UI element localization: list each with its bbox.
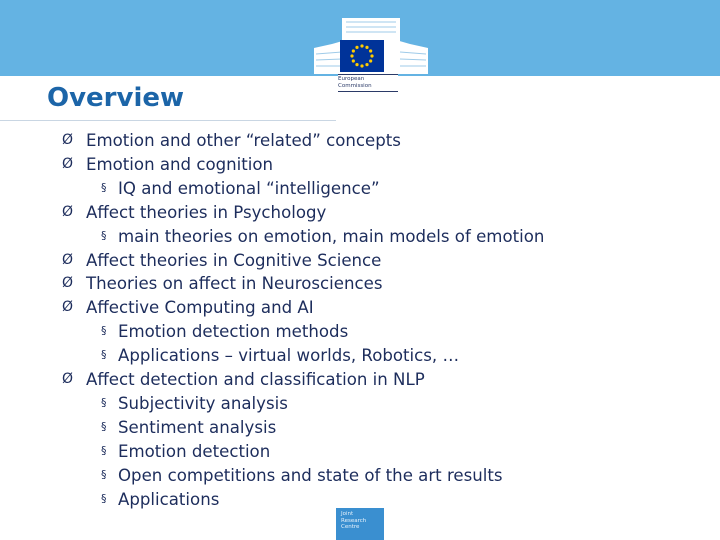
sub-list-item: [62, 440, 544, 464]
square-bullet-icon: §: [101, 348, 107, 362]
sub-list-item: [62, 464, 544, 488]
eu-star-icon: [352, 49, 355, 52]
title-divider: [0, 120, 336, 121]
square-bullet-icon: §: [101, 467, 107, 481]
list-item-text: Applications – virtual worlds, Robotics, …: [118, 346, 460, 366]
eu-star-icon: [370, 54, 373, 57]
sub-list-item: [62, 392, 544, 416]
logo-caption-line1: European: [338, 76, 365, 82]
eu-star-icon: [369, 59, 372, 62]
list-item: [62, 249, 544, 273]
square-bullet-icon: §: [101, 443, 107, 457]
square-bullet-icon: §: [101, 180, 107, 194]
list-item-text: main theories on emotion, main models of emotion: [118, 226, 545, 246]
eu-star-icon: [350, 54, 353, 57]
list-item-text: Subjectivity analysis: [118, 393, 288, 413]
list-item-text: Affect theories in Psychology: [86, 202, 327, 222]
list-item-text: Affect theories in Cognitive Science: [86, 250, 382, 270]
jrc-logo-line2: Research: [341, 517, 367, 524]
arrow-bullet-icon: Ø: [62, 371, 74, 388]
arrow-bullet-icon: Ø: [62, 203, 74, 220]
list-item-text: Emotion and other “related” concepts: [86, 131, 401, 150]
list-item-text: IQ and emotional “intelligence”: [118, 178, 380, 198]
jrc-logo-line3: Centre: [341, 524, 360, 530]
square-bullet-icon: §: [101, 419, 107, 433]
sub-list-item: [62, 225, 544, 249]
arrow-bullet-icon: Ø: [62, 251, 74, 268]
arrow-bullet-icon: Ø: [62, 275, 74, 292]
list-item: [62, 272, 544, 296]
sub-list-item: [62, 416, 544, 440]
arrow-bullet-icon: Ø: [62, 155, 74, 172]
list-item: [62, 201, 544, 225]
eu-star-icon: [355, 63, 358, 66]
eu-star-icon: [365, 46, 368, 49]
list-item-text: Open competitions and state of the art results: [118, 465, 503, 485]
arrow-bullet-icon: Ø: [62, 299, 74, 316]
list-item-text: Sentiment analysis: [118, 417, 277, 437]
eu-star-icon: [365, 63, 368, 66]
sub-list-item: [62, 344, 544, 368]
sub-list-item: [62, 488, 544, 512]
slide-title: Overview: [47, 83, 185, 113]
eu-star-icon: [369, 49, 372, 52]
eu-star-icon: [355, 46, 358, 49]
logo-caption-line2: Commission: [338, 83, 372, 89]
eu-star-icon: [352, 59, 355, 62]
list-item-text: Affective Computing and AI: [86, 298, 314, 318]
list-item: [62, 153, 544, 177]
eu-star-icon: [360, 64, 363, 67]
list-item-text: Emotion detection methods: [118, 322, 349, 342]
list-item-text: Emotion and cognition: [86, 154, 274, 174]
list-item: [62, 296, 544, 320]
list-item: [62, 129, 544, 153]
square-bullet-icon: §: [101, 228, 107, 242]
list-item-text: Theories on affect in Neurosciences: [86, 274, 383, 294]
bullet-list: [62, 129, 544, 512]
list-item: [62, 368, 544, 392]
list-item-text: Applications: [118, 489, 220, 509]
jrc-logo-line1: Joint: [341, 511, 354, 517]
jrc-logo: [336, 508, 384, 540]
eu-star-icon: [360, 44, 363, 47]
logo-caption: [338, 74, 398, 92]
list-item-text: Emotion detection: [118, 441, 271, 461]
sub-list-item: [62, 177, 544, 201]
square-bullet-icon: §: [101, 491, 107, 505]
list-item-text: Affect detection and classification in NLP: [86, 370, 425, 390]
square-bullet-icon: §: [101, 324, 107, 338]
arrow-bullet-icon: Ø: [62, 132, 74, 148]
square-bullet-icon: §: [101, 395, 107, 409]
sub-list-item: [62, 320, 544, 344]
